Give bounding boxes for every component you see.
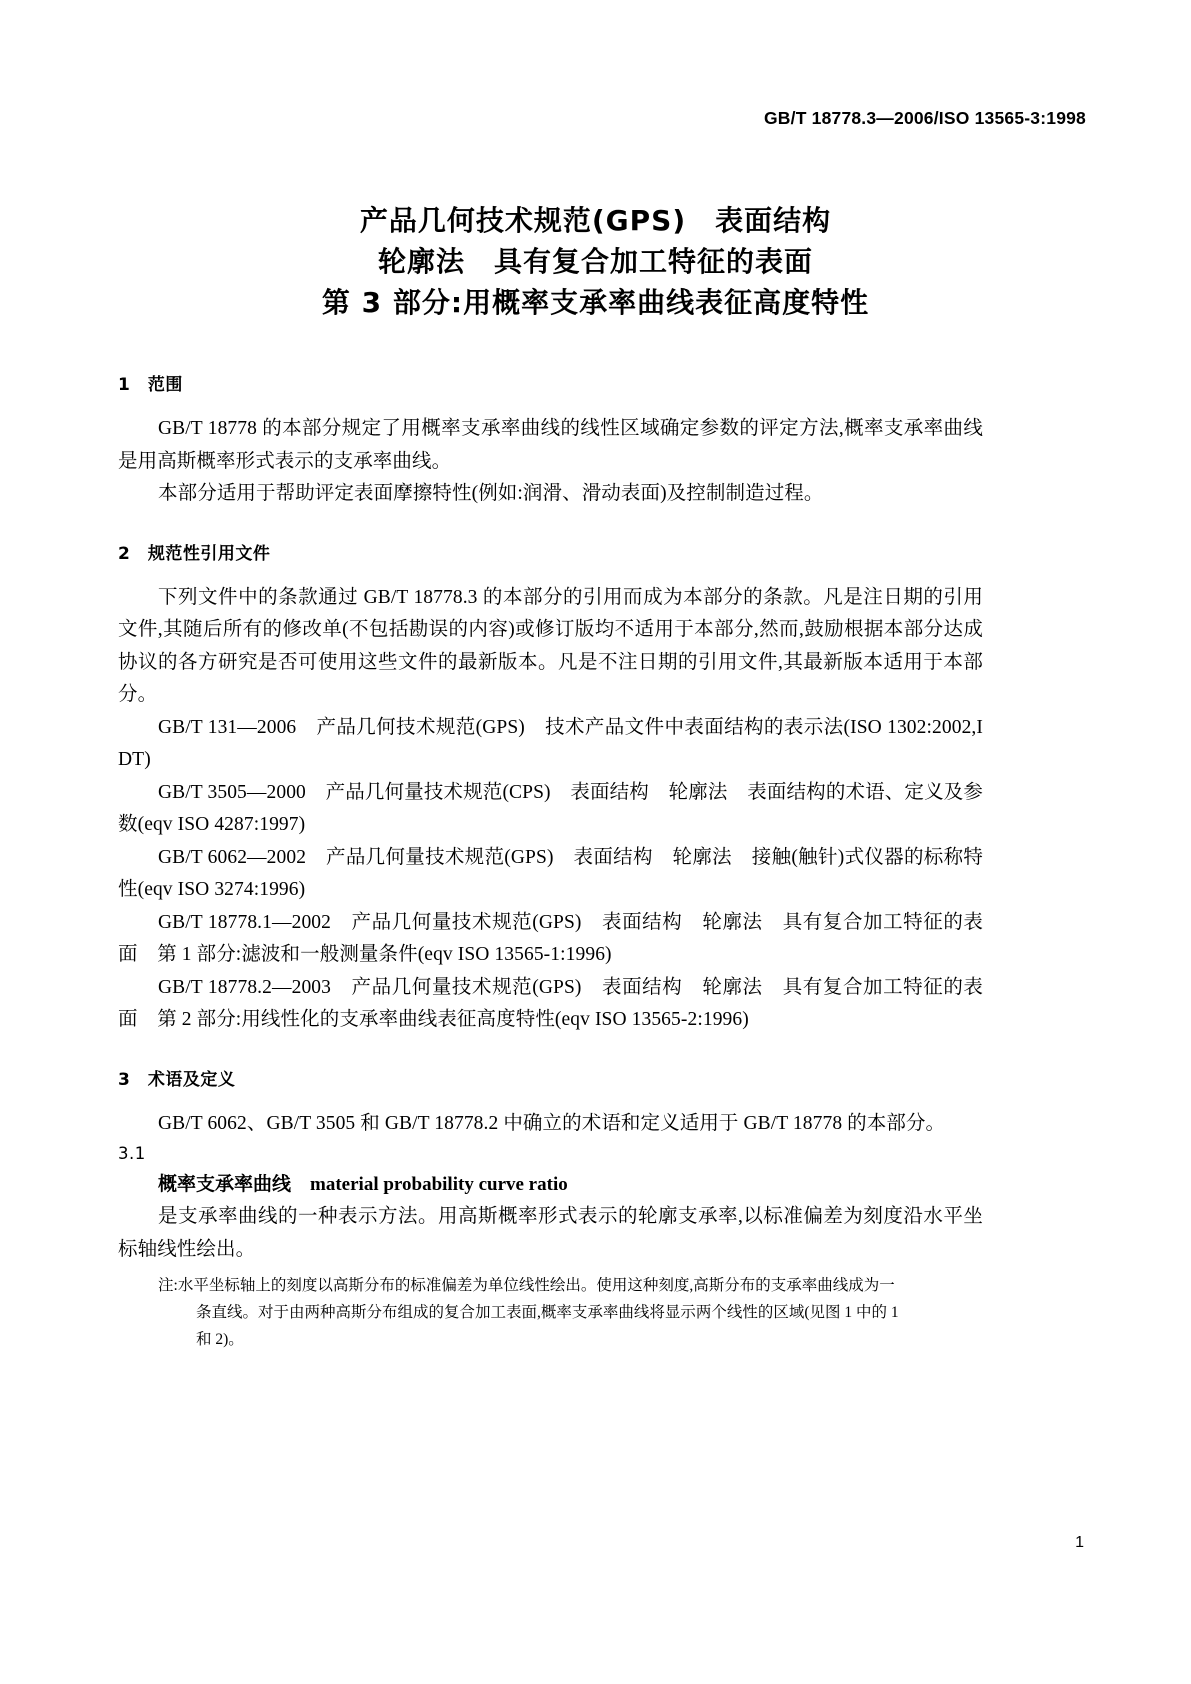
- subclause-3-1-number: 3.1: [118, 1144, 146, 1163]
- term-separator: [291, 1173, 310, 1195]
- clause-2-heading: 2 规范性引用文件: [118, 543, 271, 564]
- spacer: [118, 1093, 983, 1108]
- note-line-2: 条直线。对于由两种高斯分布组成的复合加工表面,概率支承率曲线将显示两个线性的区域(见图 1 中的 1: [196, 1304, 899, 1321]
- document-body: [118, 372, 983, 1353]
- note-label: 注:: [158, 1277, 178, 1294]
- term-chinese: 概率支承率曲线: [158, 1173, 292, 1195]
- title-line-2: 轮廓法 具有复合加工特征的表面: [377, 245, 813, 278]
- note-text-1: 水平坐标轴上的刻度以高斯分布的标准偏差为单位线性绘出。使用这种刻度,高斯分布的支承率曲线成为一: [177, 1277, 895, 1294]
- clause-1-heading: 1 范围: [118, 375, 183, 395]
- clause-3-heading: 3 术语及定义: [118, 1069, 236, 1090]
- title-line-1: 产品几何技术规范(GPS) 表面结构: [359, 204, 832, 237]
- spacer: [118, 567, 983, 582]
- title-line-3: 第 3 部分:用概率支承率曲线表征高度特性: [321, 286, 870, 319]
- clause-1-paragraph-1: GB/T 18778 的本部分规定了用概率支承率曲线的线性区域确定参数的评定方法,概率支承率曲线是用高斯概率形式表示的支承率曲线。: [118, 418, 983, 472]
- document-header-standard-code: GB/T 18778.3—2006/ISO 13565-3:1998: [763, 108, 1086, 128]
- normative-reference-item: GB/T 131—2006 产品几何技术规范(GPS) 技术产品文件中表面结构的表示法(ISO 1302:2002,IDT): [118, 716, 983, 770]
- spacer: [118, 1037, 983, 1067]
- clause-1-paragraph-2: 本部分适用于帮助评定表面摩擦特性(例如:润滑、滑动表面)及控制制造过程。: [158, 483, 824, 504]
- clause-2-paragraph-1: 下列文件中的条款通过 GB/T 18778.3 的本部分的引用而成为本部分的条款。凡是注日期的引用文件,其随后所有的修改单(不包括勘误的内容)或修订版均不适用于本部分,然而,鼓励根据本部分达成协议的各方研究是否可使用这些文件的最新版本。凡是不注日期的引用文件,其最新版本适用于本部分。: [118, 586, 983, 705]
- page-number: 1: [1075, 1534, 1084, 1551]
- note-block: [118, 1272, 983, 1299]
- spacer: [118, 511, 983, 541]
- note-line-3: 和 2)。: [196, 1331, 244, 1348]
- normative-reference-item: GB/T 6062—2002 产品几何量技术规范(GPS) 表面结构 轮廓法 接触(触针)式仪器的标称特性(eqv ISO 3274:1996): [118, 846, 983, 900]
- term-english: material probability curve ratio: [310, 1174, 568, 1195]
- spacer: [118, 398, 983, 413]
- clause-3-paragraph-1: GB/T 6062、GB/T 3505 和 GB/T 18778.2 中确立的术语和定义适用于 GB/T 18778 的本部分。: [158, 1112, 946, 1134]
- normative-reference-item: GB/T 18778.1—2002 产品几何量技术规范(GPS) 表面结构 轮廓法 具有复合加工特征的表面 第 1 部分:滤波和一般测量条件(eqv ISO 13565-1:1996): [118, 911, 983, 965]
- note-line-1: [158, 1272, 983, 1299]
- term-definition: 是支承率曲线的一种表示方法。用高斯概率形式表示的轮廓支承率,以标准偏差为刻度沿水平坐标轴线性绘出。: [118, 1206, 983, 1260]
- document-title-block: [0, 200, 1191, 323]
- normative-reference-item: GB/T 3505—2000 产品几何量技术规范(CPS) 表面结构 轮廓法 表面结构的术语、定义及参数(eqv ISO 4287:1997): [118, 781, 983, 835]
- term-entry: [118, 1168, 983, 1201]
- normative-reference-item: GB/T 18778.2—2003 产品几何量技术规范(GPS) 表面结构 轮廓法 具有复合加工特征的表面 第 2 部分:用线性化的支承率曲线表征高度特性(eqv ISO 13565-2:1996): [118, 976, 983, 1030]
